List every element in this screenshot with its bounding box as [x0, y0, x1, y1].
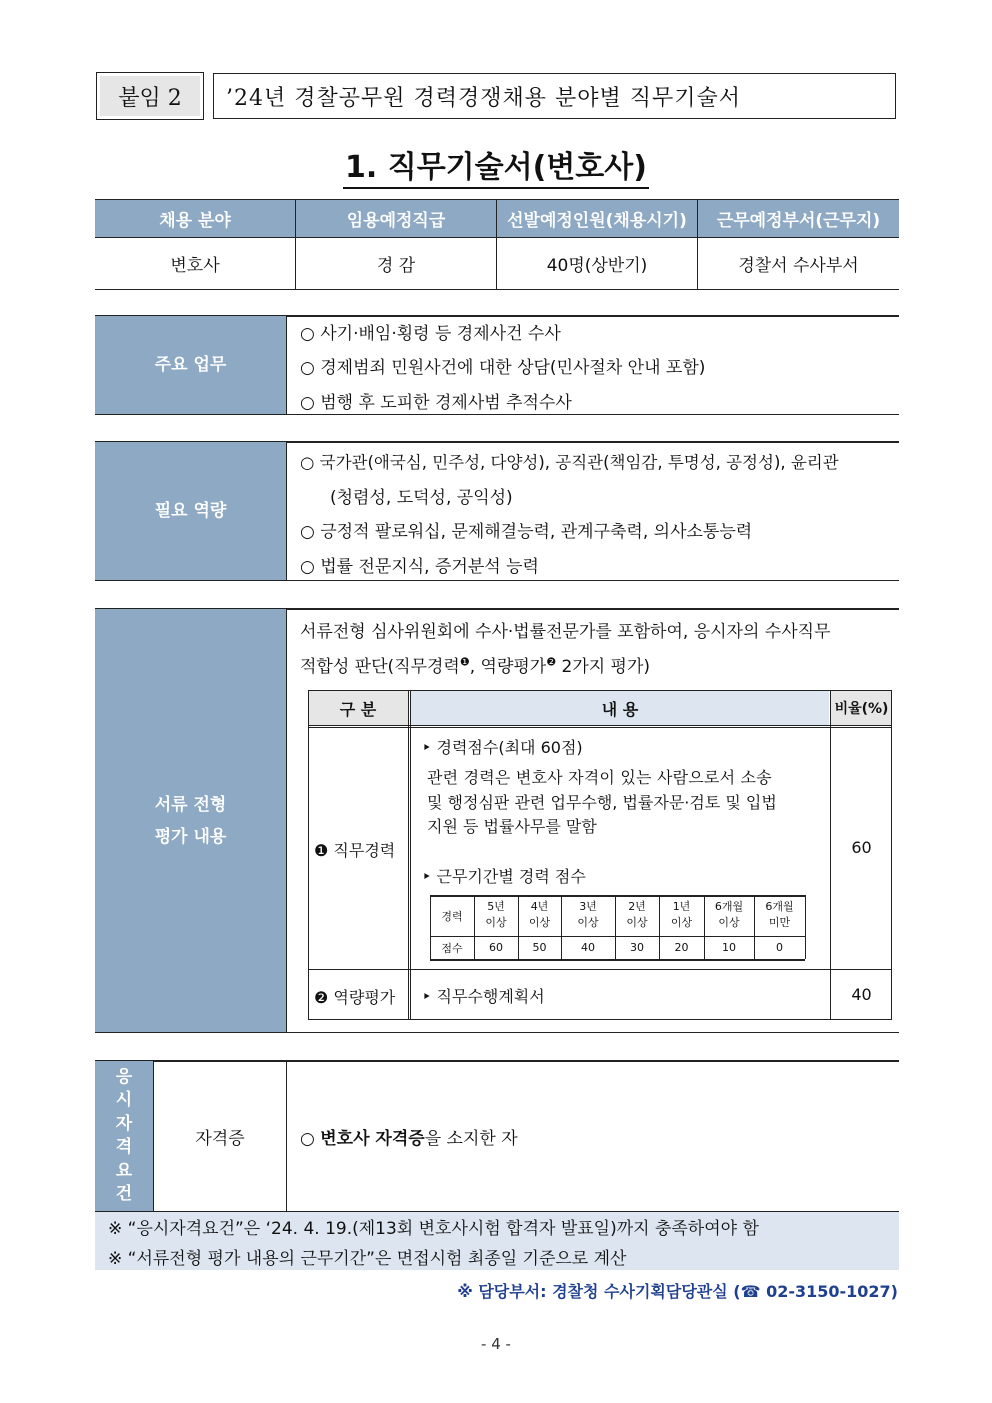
eval-row1-desc: 지원 등 법률사무를 말함 — [427, 817, 597, 836]
document-title: ’24년 경찰공무원 경력경쟁채용 분야별 직무기술서 — [213, 73, 896, 119]
competency-line: ○ 법률 전문지식, 증거분석 능력 — [300, 557, 539, 577]
summary-header-count: 선발예정인원(채용시기) — [497, 200, 697, 237]
period-cell: 4년 이상 — [528, 900, 551, 929]
period-cell: 6개월 미만 — [765, 900, 794, 929]
eval-row1-bullet2: ‣ 근무기간별 경력 점수 — [422, 867, 586, 886]
summary-value-count: 40명(상반기) — [546, 256, 648, 276]
screening-label-line2: 평가 내용 — [154, 826, 227, 847]
score-row-label-period: 경력 — [441, 910, 463, 923]
screening-intro-line1: 서류전형 심사위원회에 수사·법률전문가를 포함하여, 응시자의 수사직무 — [300, 622, 831, 642]
competency-label: 필요 역량 — [95, 442, 286, 580]
score-cell: 50 — [532, 941, 547, 954]
duties-label: 주요 업무 — [95, 316, 286, 414]
qualification-text: ○ 변호사 자격증을 소지한 자 — [300, 1129, 518, 1149]
summary-value-rank: 경 감 — [376, 256, 416, 276]
eval-header-category: 구 분 — [339, 699, 377, 719]
note-line: ※ “응시자격요건”은 ‘24. 4. 19.(제13회 변호사시험 합격자 발표일)까지 충족하여야 함 — [108, 1219, 759, 1239]
competency-line: ○ 국가관(애국심, 민주성, 다양성), 공직관(책임감, 투명성, 공정성), 윤리관 — [300, 453, 839, 472]
attachment-label: 붙임 2 — [97, 73, 203, 119]
eval-row1-bullet1: ‣ 경력점수(최대 60점) — [422, 738, 583, 757]
score-cell: 60 — [489, 941, 503, 954]
intro-text-b: , 역량평가 — [469, 657, 547, 677]
eval-row1-desc: 관련 경력은 변호사 자격이 있는 사람으로서 소송 — [427, 768, 772, 787]
eval-row1-category: ❶ 직무경력 — [314, 841, 396, 860]
screening-label — [95, 609, 286, 1032]
period-cell: 2년 이상 — [626, 900, 648, 929]
score-cell: 40 — [581, 941, 595, 954]
notes-box — [95, 1212, 899, 1270]
eval-row1-desc: 및 행정심판 관련 업무수행, 법률자문·검토 및 입법 — [427, 793, 777, 812]
eval-header-content: 내 용 — [601, 699, 639, 719]
score-cell: 20 — [674, 941, 689, 954]
intro-text-c: 2가지 평가) — [556, 657, 651, 677]
summary-value-dept: 경찰서 수사부서 — [738, 256, 859, 276]
section-title: 1. 직무기술서(변호사) — [343, 150, 649, 189]
eval-row1-ratio: 60 — [851, 838, 872, 857]
eval-row2-content: ‣ 직무수행계획서 — [422, 987, 545, 1006]
qualification-vertical-label: 응 시 자 격 요 건 — [95, 1061, 153, 1211]
period-cell: 1년 이상 — [670, 900, 693, 929]
summary-header-field: 채용 분야 — [95, 200, 295, 237]
screening-intro-line2 — [300, 652, 650, 677]
contact-info: ※ 담당부서: 경찰청 수사기획담당관실 (☎ 02-3150-1027) — [457, 1282, 898, 1301]
summary-header-rank: 임용예정직급 — [296, 200, 496, 237]
intro-text-a: 적합성 판단(직무경력 — [300, 657, 460, 677]
eval-row2-category: ❷ 역량평가 — [314, 988, 396, 1007]
competency-line: ○ 긍정적 팔로워십, 문제해결능력, 관계구축력, 의사소통능력 — [300, 522, 753, 542]
sup-2: ❷ — [546, 655, 557, 669]
score-row-label-score: 점수 — [441, 942, 463, 955]
qualification-bold: 변호사 자격증 — [320, 1129, 425, 1149]
qualification-sub-label: 자격증 — [195, 1128, 245, 1149]
score-cell: 30 — [630, 941, 644, 954]
period-cell: 6개월 이상 — [714, 900, 744, 929]
note-line: ※ “서류전형 평가 내용의 근무기간”은 면접시험 최종일 기준으로 계산 — [108, 1249, 627, 1269]
period-cell: 5년 이상 — [485, 900, 507, 929]
score-cell: 0 — [776, 941, 783, 954]
duty-item: ○ 사기·배임·횡령 등 경제사건 수사 — [300, 324, 561, 344]
screening-label-line1: 서류 전형 — [154, 794, 227, 815]
score-cell: 10 — [722, 941, 736, 954]
summary-header-dept: 근무예정부서(근무지) — [698, 200, 899, 237]
eval-header-ratio: 비율(%) — [834, 701, 889, 717]
period-cell: 3년 이상 — [577, 900, 599, 929]
duty-item: ○ 경제범죄 민원사건에 대한 상담(민사절차 안내 포함) — [300, 358, 706, 378]
sup-1: ❶ — [459, 655, 470, 669]
competency-line: (청렴성, 도덕성, 공익성) — [330, 488, 513, 508]
section-title-wrap — [0, 142, 992, 186]
eval-row2-ratio: 40 — [851, 985, 872, 1004]
duty-item: ○ 범행 후 도피한 경제사범 추적수사 — [300, 393, 572, 413]
summary-value-field: 변호사 — [170, 256, 220, 276]
page-number: - 4 - — [481, 1335, 511, 1353]
